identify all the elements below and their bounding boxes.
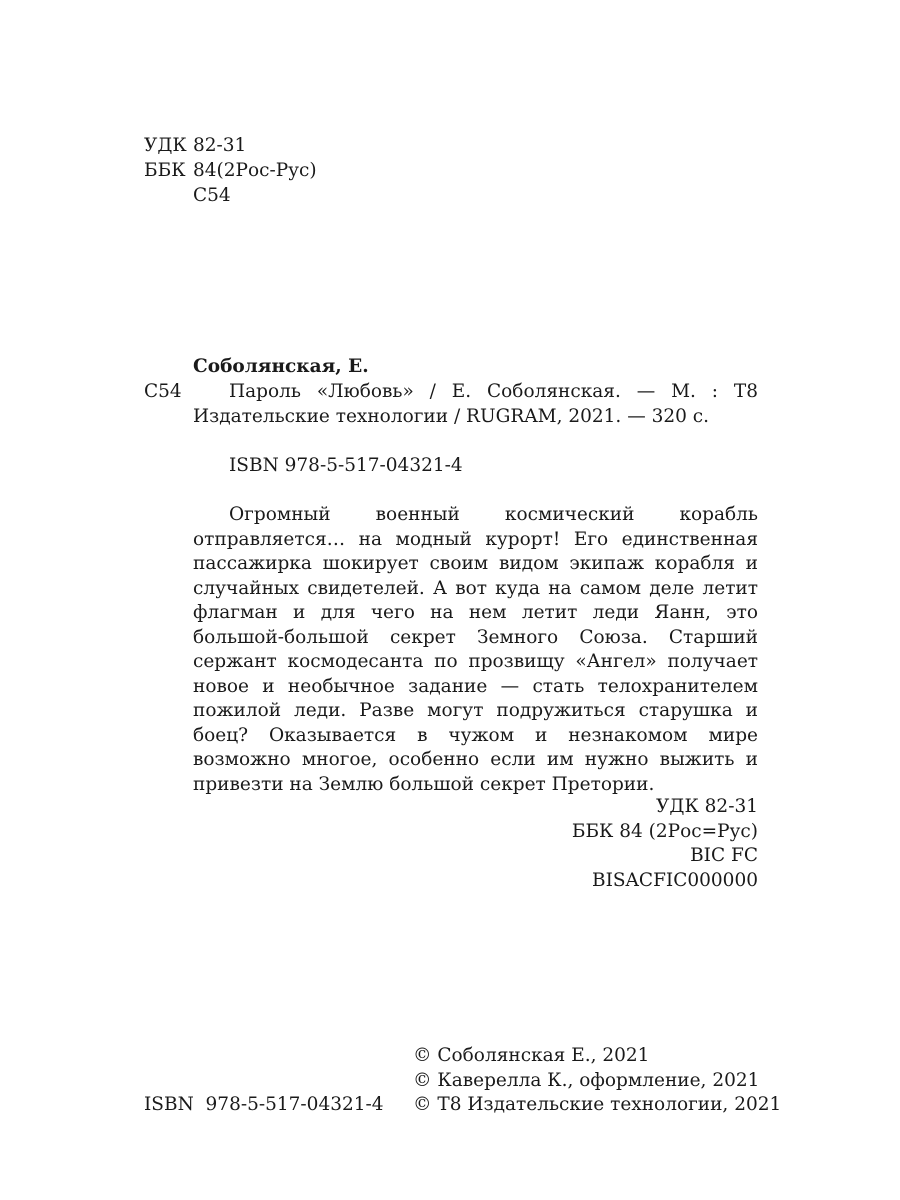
right-bic: BIC FC <box>690 845 758 866</box>
bbk-value: 84(2Рос-Рус) <box>193 160 317 181</box>
right-classification-block <box>572 795 758 893</box>
copyright-line: © Т8 Издательские технологии, 2021 <box>413 1094 782 1115</box>
footer-isbn <box>144 1093 384 1118</box>
entry-isbn: ISBN 978-5-517-04321-4 <box>229 455 463 476</box>
footer-isbn-value: 978-5-517-04321-4 <box>205 1094 384 1115</box>
copyright-line: © Каверелла К., оформление, 2021 <box>413 1069 760 1091</box>
udk-label: УДК <box>144 135 187 156</box>
udk-value: 82-31 <box>193 135 247 156</box>
footer-isbn-label: ISBN <box>144 1094 194 1115</box>
cutter-code-top: С54 <box>193 185 231 206</box>
right-bisac: BISACFIC000000 <box>591 869 758 891</box>
bibliographic-description: Пароль «Любовь» / Е. Соболянская. — М. : Т8 Издательские технологии / RUGRAM, 2021. — 320 с. <box>193 381 758 427</box>
right-bbk: ББК 84 (2Рос=Рус) <box>571 820 758 842</box>
annotation-text: Огромный военный космический корабль отправляется… на модный курорт! Его единственная пассажирка шокирует своим видом экипаж корабля и случайных свидетелей. А вот куда на самом деле летит флагман и для чего на нем летит леди Яанн, это большой-большой секрет Земного Союза. Старший сержант космодесанта по прозвищу «Ангел» получает новое и необычное задание — стать телохранителем пожилой леди. Разве могут подружиться старушка и боец? Оказывается в чужом и незнакомом мире возможно многое, особенно если им нужно выжить и привезти на Землю большой секрет Претории. <box>193 504 758 795</box>
right-udk: УДК 82-31 <box>656 796 758 817</box>
cutter-code-entry: С54 <box>144 381 182 402</box>
bbk-label: ББК <box>144 160 186 181</box>
author-name: Соболянская, Е. <box>193 356 369 377</box>
copyright-block <box>413 1044 781 1118</box>
copyright-line: © Соболянская Е., 2021 <box>413 1045 650 1066</box>
